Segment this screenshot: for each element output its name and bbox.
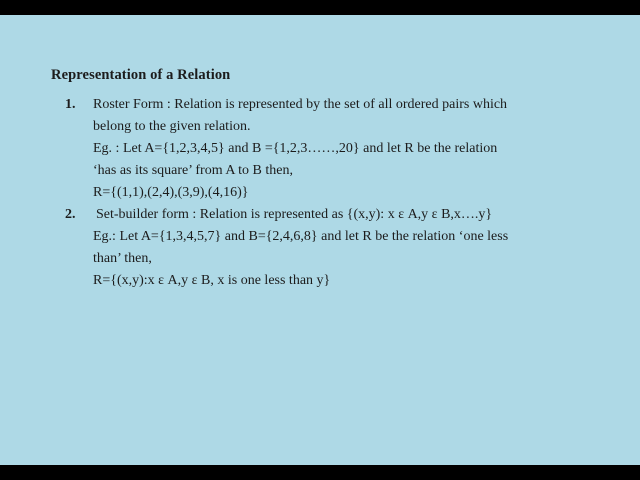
list-item-line: R={(1,1),(2,4),(3,9),(4,16)} — [93, 185, 249, 200]
list-item-line: Set-builder form : Relation is represented as {(x,y): x ε A,y ε B,x….y} — [96, 207, 493, 222]
slide-title: Representation of a Relation — [51, 67, 231, 83]
list-item-line: ‘has as its square’ from A to B then, — [93, 163, 293, 178]
list-item-roster-form — [65, 94, 625, 204]
list-item-number: 1. — [65, 97, 76, 112]
slide — [0, 15, 640, 465]
list-item-line: R={(x,y):x ε A,y ε B, x is one less than y} — [93, 273, 331, 288]
list-item-line: Roster Form : Relation is represented by the set of all ordered pairs which — [93, 97, 508, 112]
list-item-line: than’ then, — [93, 251, 152, 266]
list-item-line: Eg.: Let A={1,3,4,5,7} and B={2,4,6,8} and let R be the relation ‘one less — [93, 229, 509, 244]
list-item-line: Eg. : Let A={1,2,3,4,5} and B ={1,2,3……,20} and let R be the relation — [93, 141, 498, 156]
list-item-number: 2. — [65, 207, 76, 222]
list-item-set-builder-form — [65, 204, 625, 292]
list-item-line: belong to the given relation. — [93, 119, 251, 134]
